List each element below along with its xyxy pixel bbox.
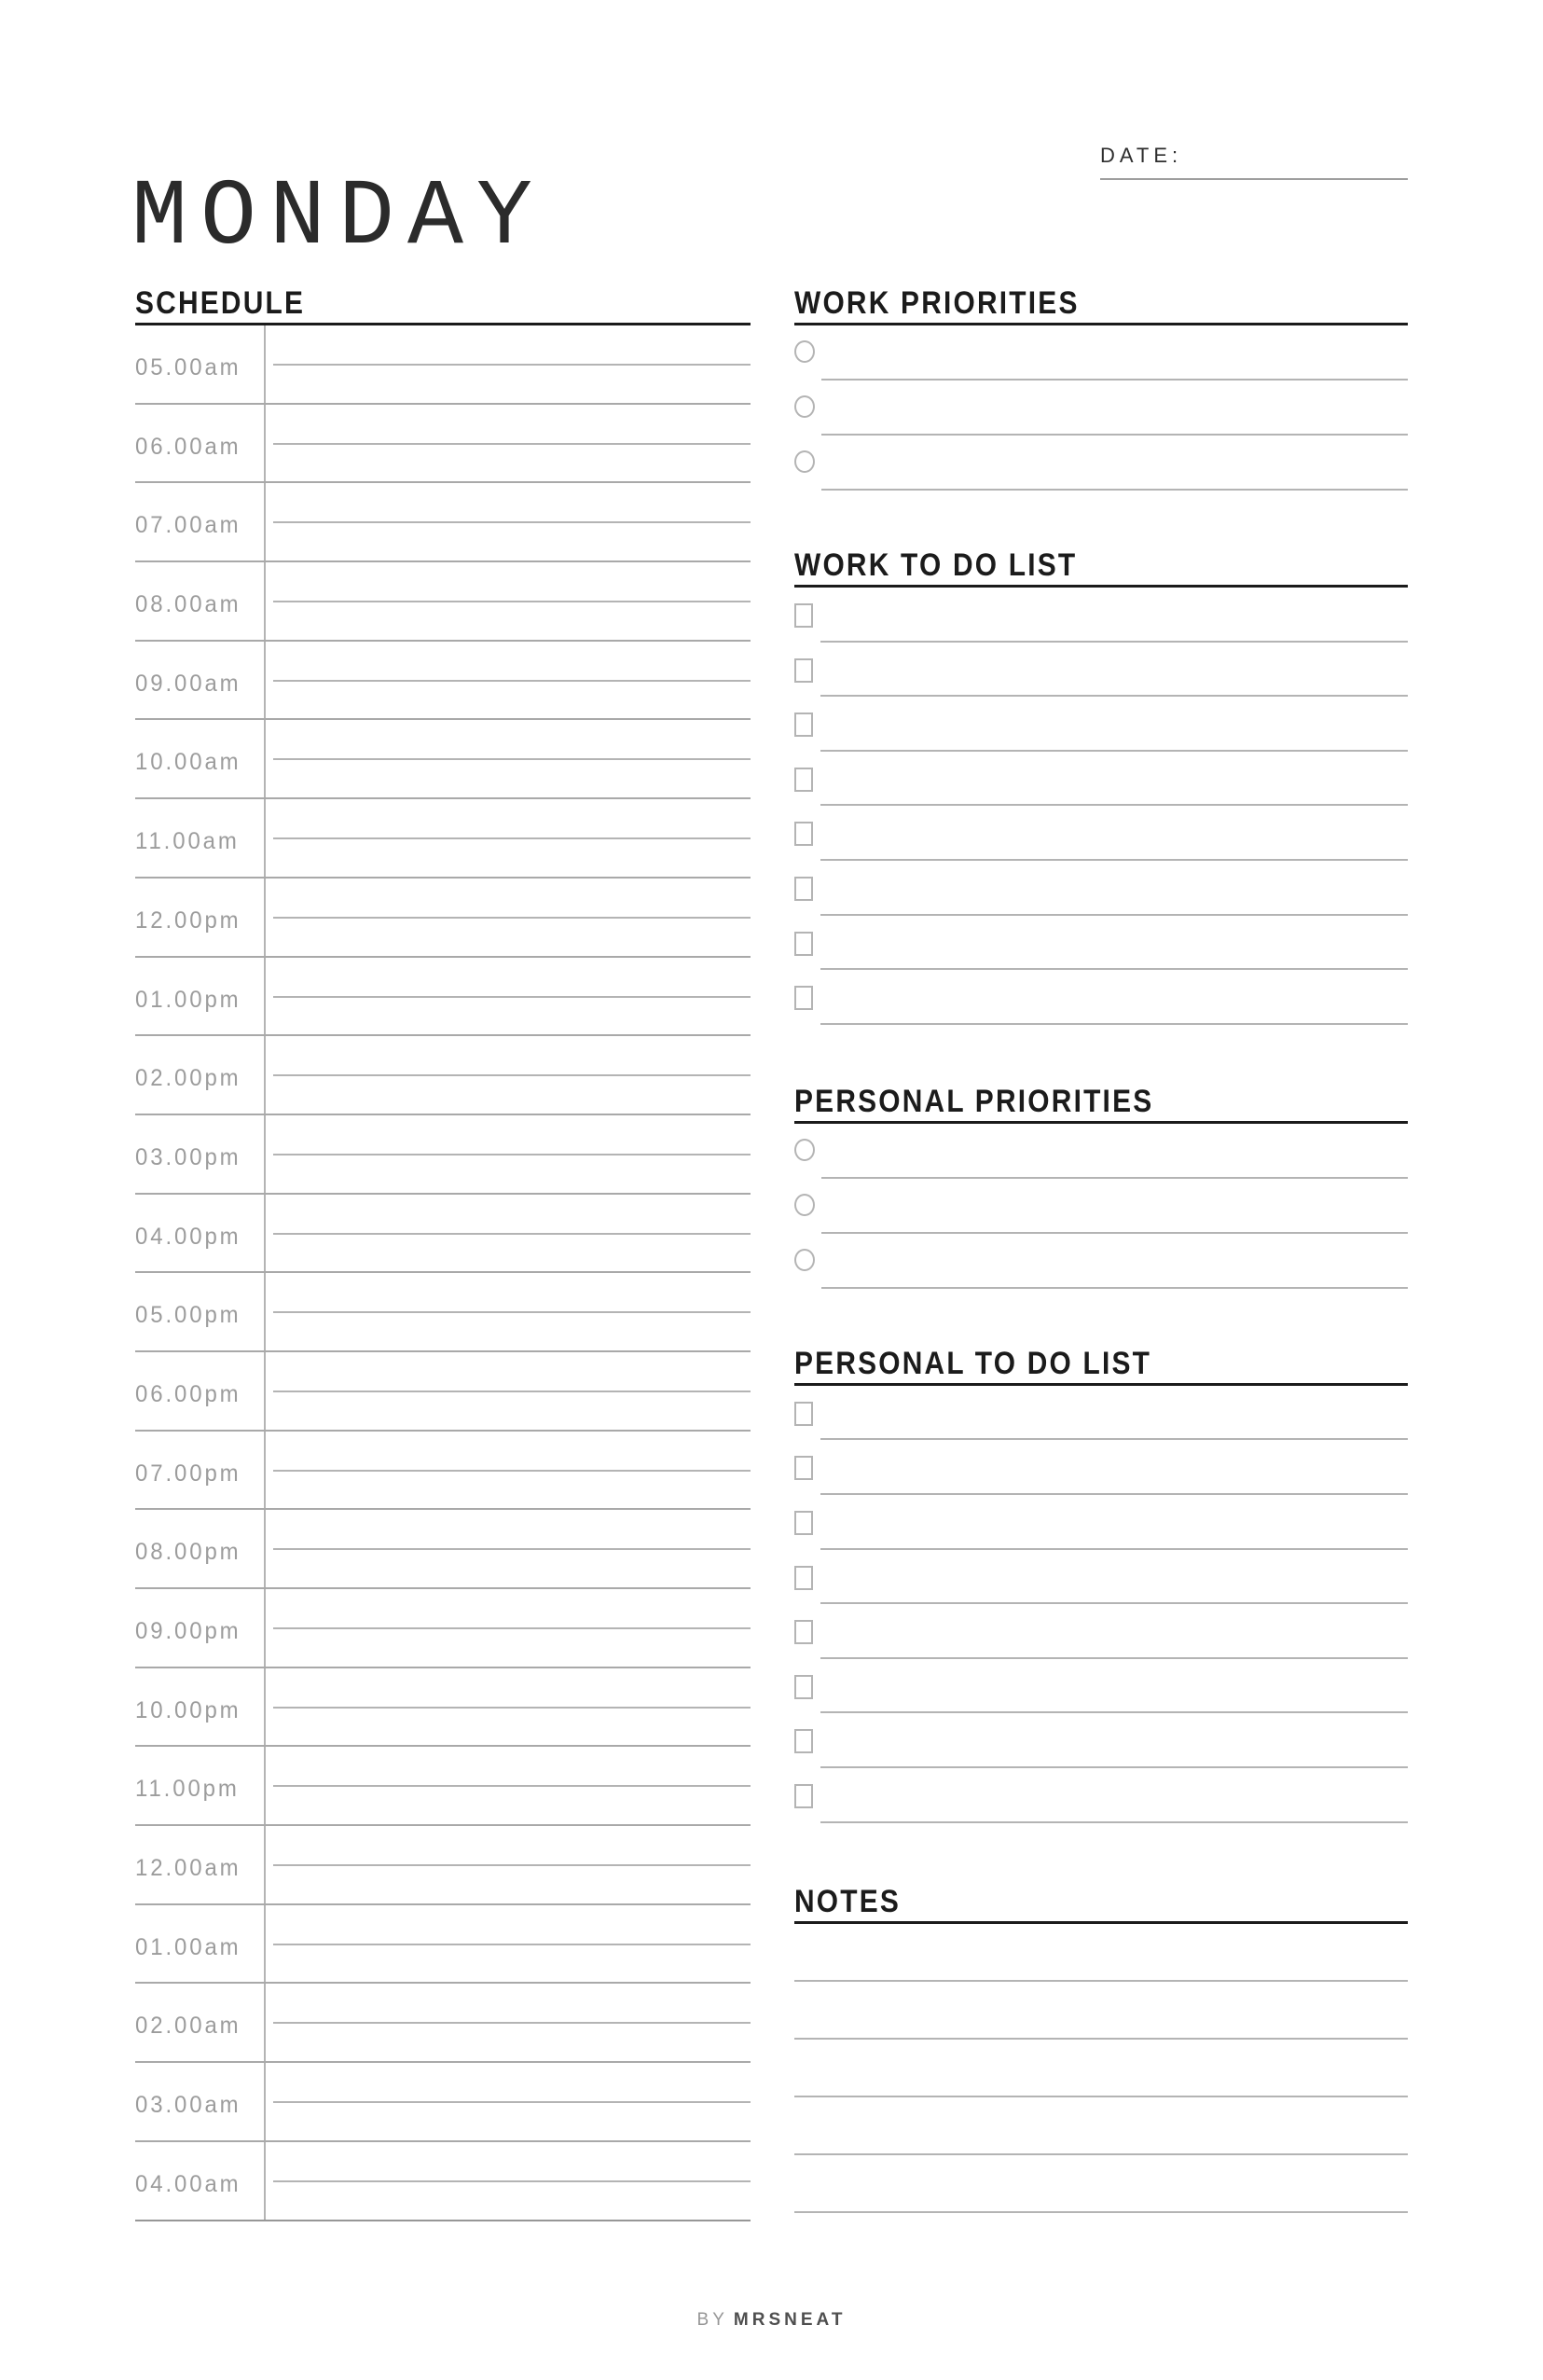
todo-checkbox[interactable] [794, 1620, 813, 1644]
schedule-writing-line[interactable] [273, 1233, 751, 1235]
todo-row [794, 1604, 1408, 1659]
schedule-row [135, 1273, 751, 1352]
schedule-time-label: 12.00am [135, 1855, 241, 1882]
section-heading-text: NOTES [794, 1883, 902, 1919]
schedule-row [135, 1668, 751, 1748]
notes-writing-line[interactable] [794, 2155, 1408, 2213]
schedule-time-label: 08.00am [135, 591, 241, 618]
schedule-writing-line[interactable] [273, 443, 751, 445]
section-heading-work-todo [794, 547, 1408, 588]
todo-checkbox[interactable] [794, 986, 813, 1010]
section-work-priorities [794, 285, 1408, 491]
footer-brand: MRSNEAT [733, 2310, 847, 2330]
priority-row [794, 1179, 1408, 1234]
todo-row [794, 588, 1408, 643]
notes-writing-line[interactable] [794, 1982, 1408, 2040]
schedule-row [135, 879, 751, 958]
priority-row [794, 381, 1408, 436]
todo-checkbox[interactable] [794, 1511, 813, 1535]
priority-circle-marker[interactable] [794, 1249, 815, 1271]
todo-row [794, 1440, 1408, 1495]
schedule-writing-line[interactable] [273, 1944, 751, 1945]
schedule-time-label: 06.00pm [135, 1380, 241, 1407]
schedule-row [135, 1826, 751, 1905]
schedule-writing-line[interactable] [273, 1707, 751, 1709]
schedule-writing-line[interactable] [273, 1154, 751, 1155]
section-heading-personal-priorities [794, 1083, 1408, 1124]
todo-row [794, 1659, 1408, 1714]
section-heading-text: WORK PRIORITIES [794, 285, 1080, 321]
date-field[interactable] [1100, 145, 1408, 180]
section-notes [794, 1883, 1408, 2213]
schedule-writing-line[interactable] [273, 680, 751, 682]
schedule-time-label: 03.00pm [135, 1143, 241, 1170]
todo-writing-line[interactable] [820, 1023, 1408, 1025]
schedule-row [135, 562, 751, 642]
section-heading-personal-todo [794, 1345, 1408, 1386]
todo-row [794, 806, 1408, 861]
todo-checkbox[interactable] [794, 1402, 813, 1426]
schedule-time-label: 07.00am [135, 512, 241, 539]
schedule-row [135, 2063, 751, 2142]
schedule-heading [135, 285, 751, 325]
schedule-writing-line[interactable] [273, 1627, 751, 1629]
schedule-row [135, 1510, 751, 1589]
priority-circle-marker[interactable] [794, 395, 815, 418]
section-heading-text: WORK TO DO LIST [794, 547, 1078, 583]
schedule-row [135, 1905, 751, 1985]
schedule-grid [135, 325, 751, 2221]
todo-row [794, 916, 1408, 971]
schedule-row [135, 642, 751, 721]
schedule-writing-line[interactable] [273, 1311, 751, 1313]
todo-row [794, 1495, 1408, 1550]
todo-checkbox[interactable] [794, 1675, 813, 1699]
footer-by-label: BY [696, 2310, 728, 2330]
schedule-time-label: 10.00am [135, 749, 241, 776]
todo-checkbox[interactable] [794, 822, 813, 846]
schedule-row [135, 720, 751, 799]
schedule-writing-line[interactable] [273, 2180, 751, 2182]
schedule-writing-line[interactable] [273, 1864, 751, 1866]
schedule-row [135, 1195, 751, 1274]
notes-writing-line[interactable] [794, 2097, 1408, 2155]
schedule-time-label: 12.00pm [135, 906, 241, 934]
schedule-writing-line[interactable] [273, 1548, 751, 1550]
section-personal-priorities [794, 1083, 1408, 1289]
section-work-todo [794, 547, 1408, 1025]
schedule-row [135, 1036, 751, 1115]
priority-row [794, 1234, 1408, 1289]
schedule-row [135, 799, 751, 879]
section-heading-text: PERSONAL TO DO LIST [794, 1345, 1152, 1381]
schedule-time-label: 04.00am [135, 2170, 241, 2197]
priority-circle-marker[interactable] [794, 340, 815, 363]
schedule-time-label: 02.00am [135, 2013, 241, 2040]
notes-writing-line[interactable] [794, 2040, 1408, 2097]
todo-row [794, 1768, 1408, 1823]
schedule-writing-line[interactable] [273, 1074, 751, 1076]
schedule-writing-line[interactable] [273, 1470, 751, 1472]
schedule-row [135, 1984, 751, 2063]
schedule-row [135, 2142, 751, 2221]
schedule-writing-line[interactable] [273, 521, 751, 523]
date-label: DATE: [1100, 144, 1183, 167]
schedule-row [135, 325, 751, 405]
todo-checkbox[interactable] [794, 713, 813, 737]
priority-circle-marker[interactable] [794, 1139, 815, 1161]
schedule-time-label: 03.00am [135, 2092, 241, 2119]
schedule-time-label: 04.00pm [135, 1223, 241, 1250]
priority-row [794, 436, 1408, 491]
notes-writing-line[interactable] [794, 1924, 1408, 1982]
schedule-time-label: 06.00am [135, 433, 241, 460]
todo-checkbox[interactable] [794, 932, 813, 956]
priority-row [794, 1124, 1408, 1179]
schedule-writing-line[interactable] [273, 364, 751, 366]
todo-checkbox[interactable] [794, 658, 813, 683]
todo-row [794, 861, 1408, 916]
schedule-time-label: 09.00pm [135, 1618, 241, 1644]
todo-checkbox[interactable] [794, 1456, 813, 1480]
todo-checkbox[interactable] [794, 1566, 813, 1590]
schedule-time-label: 05.00am [135, 354, 241, 381]
section-heading-work-priorities [794, 285, 1408, 325]
todo-checkbox[interactable] [794, 768, 813, 792]
schedule-time-label: 11.00pm [135, 1776, 240, 1803]
schedule-row [135, 1589, 751, 1668]
priority-row [794, 325, 1408, 381]
schedule-row [135, 1432, 751, 1511]
schedule-writing-line[interactable] [273, 837, 751, 839]
todo-row [794, 752, 1408, 807]
todo-checkbox[interactable] [794, 1784, 813, 1808]
schedule-time-label: 11.00am [135, 828, 240, 855]
schedule-writing-line[interactable] [273, 601, 751, 602]
priority-writing-line[interactable] [821, 1287, 1408, 1289]
schedule-writing-line[interactable] [273, 917, 751, 919]
schedule-time-label: 07.00pm [135, 1460, 241, 1487]
schedule-time-label: 10.00pm [135, 1696, 241, 1723]
section-personal-todo [794, 1345, 1408, 1823]
schedule-time-label: 05.00pm [135, 1302, 241, 1329]
schedule-row [135, 405, 751, 484]
right-column [794, 285, 1408, 2213]
section-heading-text: PERSONAL PRIORITIES [794, 1083, 1154, 1119]
schedule-writing-line[interactable] [273, 996, 751, 998]
schedule-row [135, 958, 751, 1037]
schedule-time-label: 01.00am [135, 1933, 241, 1960]
footer [0, 2311, 1543, 2329]
todo-row [794, 643, 1408, 698]
todo-checkbox[interactable] [794, 1729, 813, 1753]
priority-circle-marker[interactable] [794, 1194, 815, 1216]
schedule-writing-line[interactable] [273, 2101, 751, 2103]
schedule-time-label: 08.00pm [135, 1539, 241, 1566]
todo-row [794, 970, 1408, 1025]
schedule-writing-line[interactable] [273, 758, 751, 760]
todo-row [794, 1550, 1408, 1605]
schedule-writing-line[interactable] [273, 1785, 751, 1787]
schedule-time-label: 02.00pm [135, 1065, 241, 1092]
schedule-section [135, 285, 751, 2221]
schedule-time-label: 01.00pm [135, 986, 241, 1013]
todo-checkbox[interactable] [794, 877, 813, 901]
schedule-time-label: 09.00am [135, 670, 241, 697]
todo-writing-line[interactable] [820, 1821, 1408, 1823]
schedule-row [135, 483, 751, 562]
todo-row [794, 697, 1408, 752]
priority-circle-marker[interactable] [794, 450, 815, 473]
schedule-row [135, 1352, 751, 1432]
schedule-writing-line[interactable] [273, 1391, 751, 1392]
todo-row [794, 1713, 1408, 1768]
todo-checkbox[interactable] [794, 603, 813, 628]
page-title: MONDAY [131, 166, 546, 271]
schedule-row [135, 1747, 751, 1826]
schedule-heading-text: SCHEDULE [135, 285, 306, 321]
section-heading-notes [794, 1883, 1408, 1924]
schedule-row [135, 1115, 751, 1195]
todo-row [794, 1386, 1408, 1441]
schedule-writing-line[interactable] [273, 2022, 751, 2024]
priority-writing-line[interactable] [821, 489, 1408, 491]
